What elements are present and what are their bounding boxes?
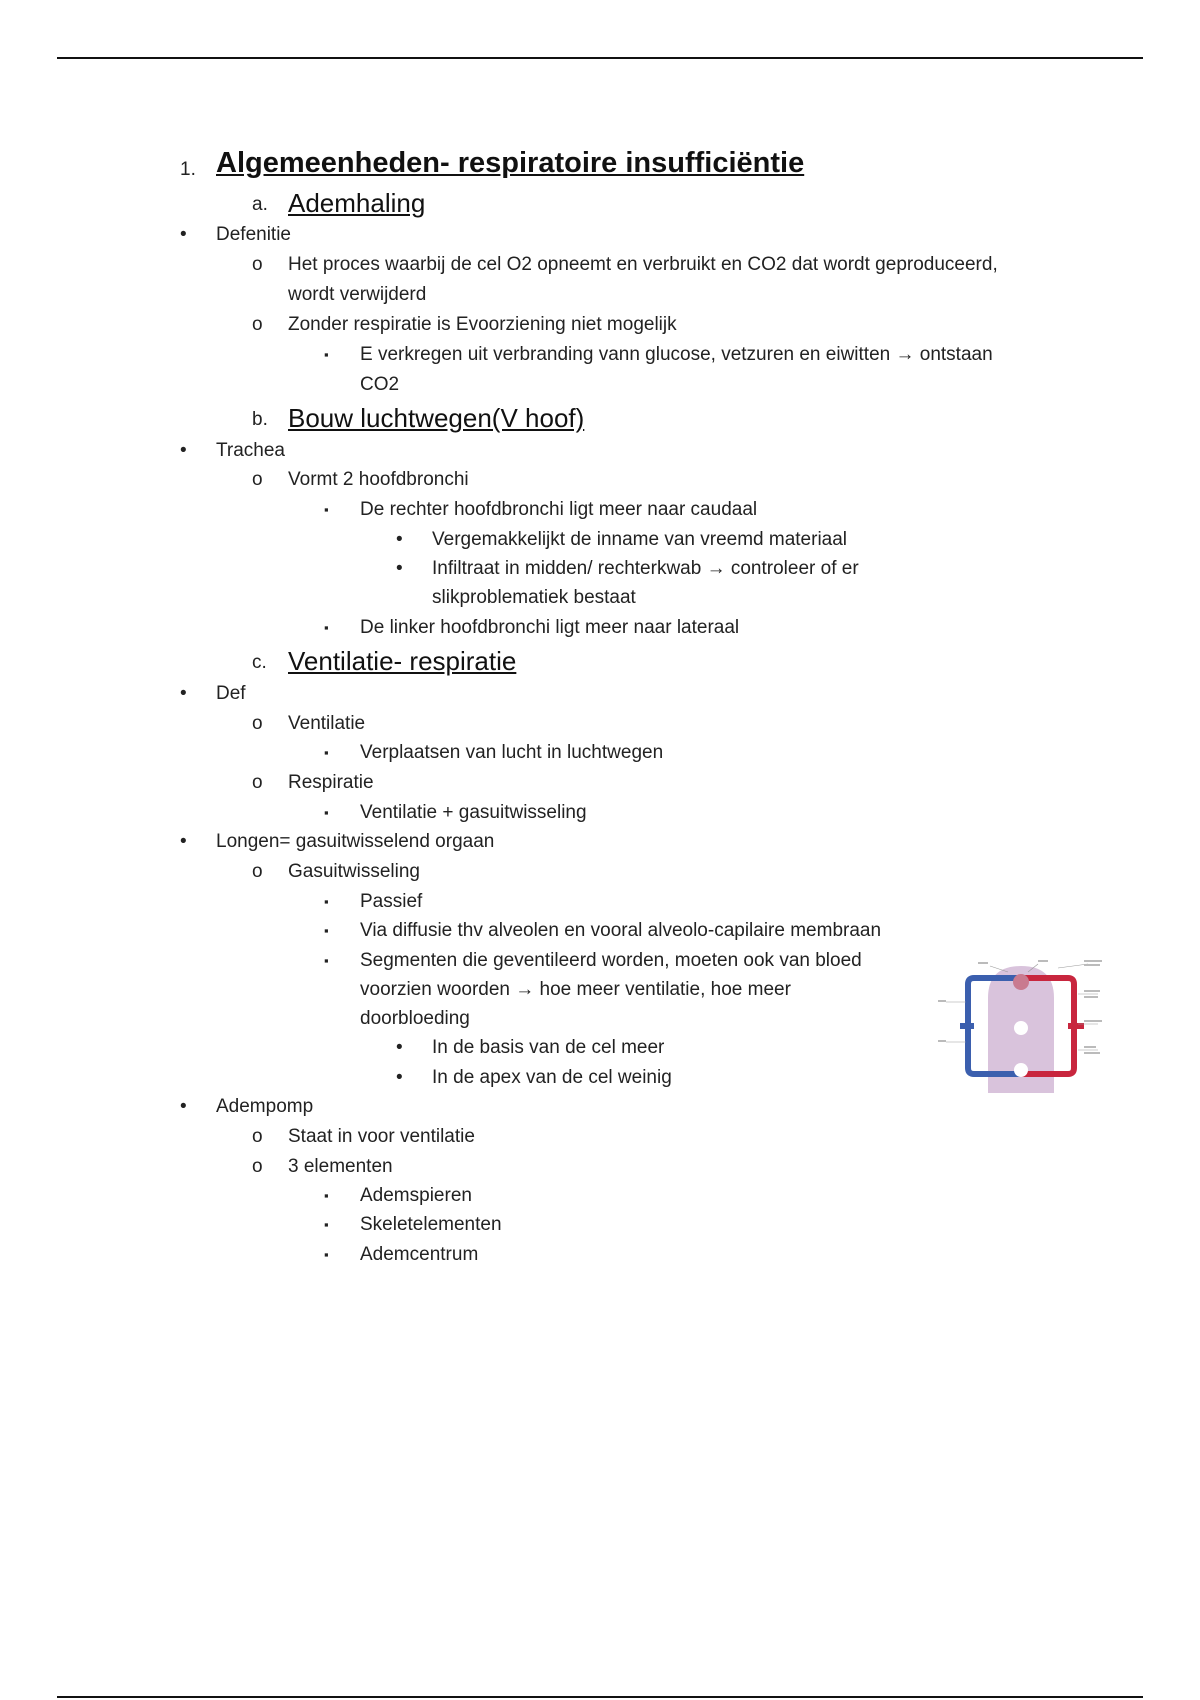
subsection-title-bouw: Bouw luchtwegen(V hoof) xyxy=(288,403,585,433)
square-marker: ▪ xyxy=(324,953,329,968)
list-item: Ventilatie + gasuitwisseling xyxy=(360,802,587,823)
square-marker: ▪ xyxy=(324,1247,329,1262)
square-marker: ▪ xyxy=(324,745,329,760)
list-item: Trachea xyxy=(216,440,285,461)
list-item: Zonder respiratie is Evoorziening niet mogelijk xyxy=(288,314,677,335)
list-item: In de basis van de cel meer xyxy=(432,1037,665,1058)
perfusion-node xyxy=(1014,1021,1028,1035)
list-item-continuation: CO2 xyxy=(360,374,400,395)
bullet-marker: • xyxy=(180,1096,187,1117)
list-item: 3 elementen xyxy=(288,1156,393,1177)
list-item: Staat in voor ventilatie xyxy=(288,1126,475,1147)
circle-marker: o xyxy=(252,254,263,275)
circle-marker: o xyxy=(252,713,263,734)
circle-marker: o xyxy=(252,469,263,490)
list-item: Passief xyxy=(360,891,423,912)
square-marker: ▪ xyxy=(324,1217,329,1232)
list-item: De rechter hoofdbronchi ligt meer naar caudaal xyxy=(360,499,758,520)
list-item: De linker hoofdbronchi ligt meer naar lateraal xyxy=(360,617,740,638)
square-marker: ▪ xyxy=(324,347,329,362)
list-item: Adempomp xyxy=(216,1096,314,1117)
perfusion-node xyxy=(1014,1063,1028,1077)
circulation-diagram xyxy=(938,958,1104,1098)
perfusion-node xyxy=(1013,974,1029,990)
bullet-marker: • xyxy=(396,1067,403,1088)
list-item: Skeletelementen xyxy=(360,1214,502,1235)
arrow-icon: → xyxy=(515,979,535,1000)
arrow-icon: → xyxy=(895,344,915,365)
bullet-marker: • xyxy=(180,831,187,852)
list-item: Defenitie xyxy=(216,224,291,245)
square-marker: ▪ xyxy=(324,805,329,820)
square-marker: ▪ xyxy=(324,620,329,635)
circle-marker: o xyxy=(252,1126,263,1147)
list-item: Vergemakkelijkt de inname van vreemd materiaal xyxy=(432,529,848,550)
list-item: Longen= gasuitwisselend orgaan xyxy=(216,831,495,852)
list-item: Segmenten die geventileerd worden, moeten ook van bloed xyxy=(360,950,862,971)
list-item: Verplaatsen van lucht in luchtwegen xyxy=(360,742,664,763)
square-marker: ▪ xyxy=(324,1188,329,1203)
square-marker: ▪ xyxy=(324,894,329,909)
list-item: Respiratie xyxy=(288,772,374,793)
list-item-continuation: slikproblematiek bestaat xyxy=(432,587,636,608)
list-item: Vormt 2 hoofdbronchi xyxy=(288,469,469,490)
bullet-marker: • xyxy=(396,529,403,550)
footer-rule xyxy=(57,1696,1143,1698)
list-item-continuation: wordt verwijderd xyxy=(288,284,427,305)
list-item-continuation: doorbloeding xyxy=(360,1008,470,1029)
bullet-marker: • xyxy=(396,558,403,579)
subsection-letter-c: c. xyxy=(252,652,267,673)
square-marker: ▪ xyxy=(324,502,329,517)
bullet-marker: • xyxy=(180,683,187,704)
subsection-letter-b: b. xyxy=(252,409,268,430)
list-item: Ademcentrum xyxy=(360,1244,479,1265)
circle-marker: o xyxy=(252,1156,263,1177)
arrow-icon: → xyxy=(706,558,726,579)
list-item: Via diffusie thv alveolen en vooral alveolo-capilaire membraan xyxy=(360,920,882,941)
list-item: Ademspieren xyxy=(360,1185,472,1206)
list-item: Infiltraat in midden/ rechterkwab → controleer of er xyxy=(432,558,859,579)
section-title: Algemeenheden- respiratoire insufficiëntie xyxy=(216,147,805,179)
bullet-marker: • xyxy=(180,440,187,461)
list-item: Gasuitwisseling xyxy=(288,861,420,882)
section-number: 1. xyxy=(180,159,196,180)
list-item: E verkregen uit verbranding vann glucose, vetzuren en eiwitten → ontstaan xyxy=(360,344,993,365)
circle-marker: o xyxy=(252,772,263,793)
list-item: Ventilatie xyxy=(288,713,366,734)
bullet-marker: • xyxy=(396,1037,403,1058)
circle-marker: o xyxy=(252,861,263,882)
subsection-letter-a: a. xyxy=(252,194,268,215)
header-rule xyxy=(57,57,1143,59)
circle-marker: o xyxy=(252,314,263,335)
list-item: Def xyxy=(216,683,246,704)
bullet-marker: • xyxy=(180,224,187,245)
list-item-continuation: voorzien woorden → hoe meer ventilatie, hoe meer xyxy=(360,979,791,1000)
list-item: Het proces waarbij de cel O2 opneemt en verbruikt en CO2 dat wordt geproduceerd, xyxy=(288,254,998,275)
list-item: In de apex van de cel weinig xyxy=(432,1067,672,1088)
subsection-title-ademhaling: Ademhaling xyxy=(288,188,426,218)
square-marker: ▪ xyxy=(324,923,329,938)
subsection-title-ventilatie: Ventilatie- respiratie xyxy=(288,646,517,676)
